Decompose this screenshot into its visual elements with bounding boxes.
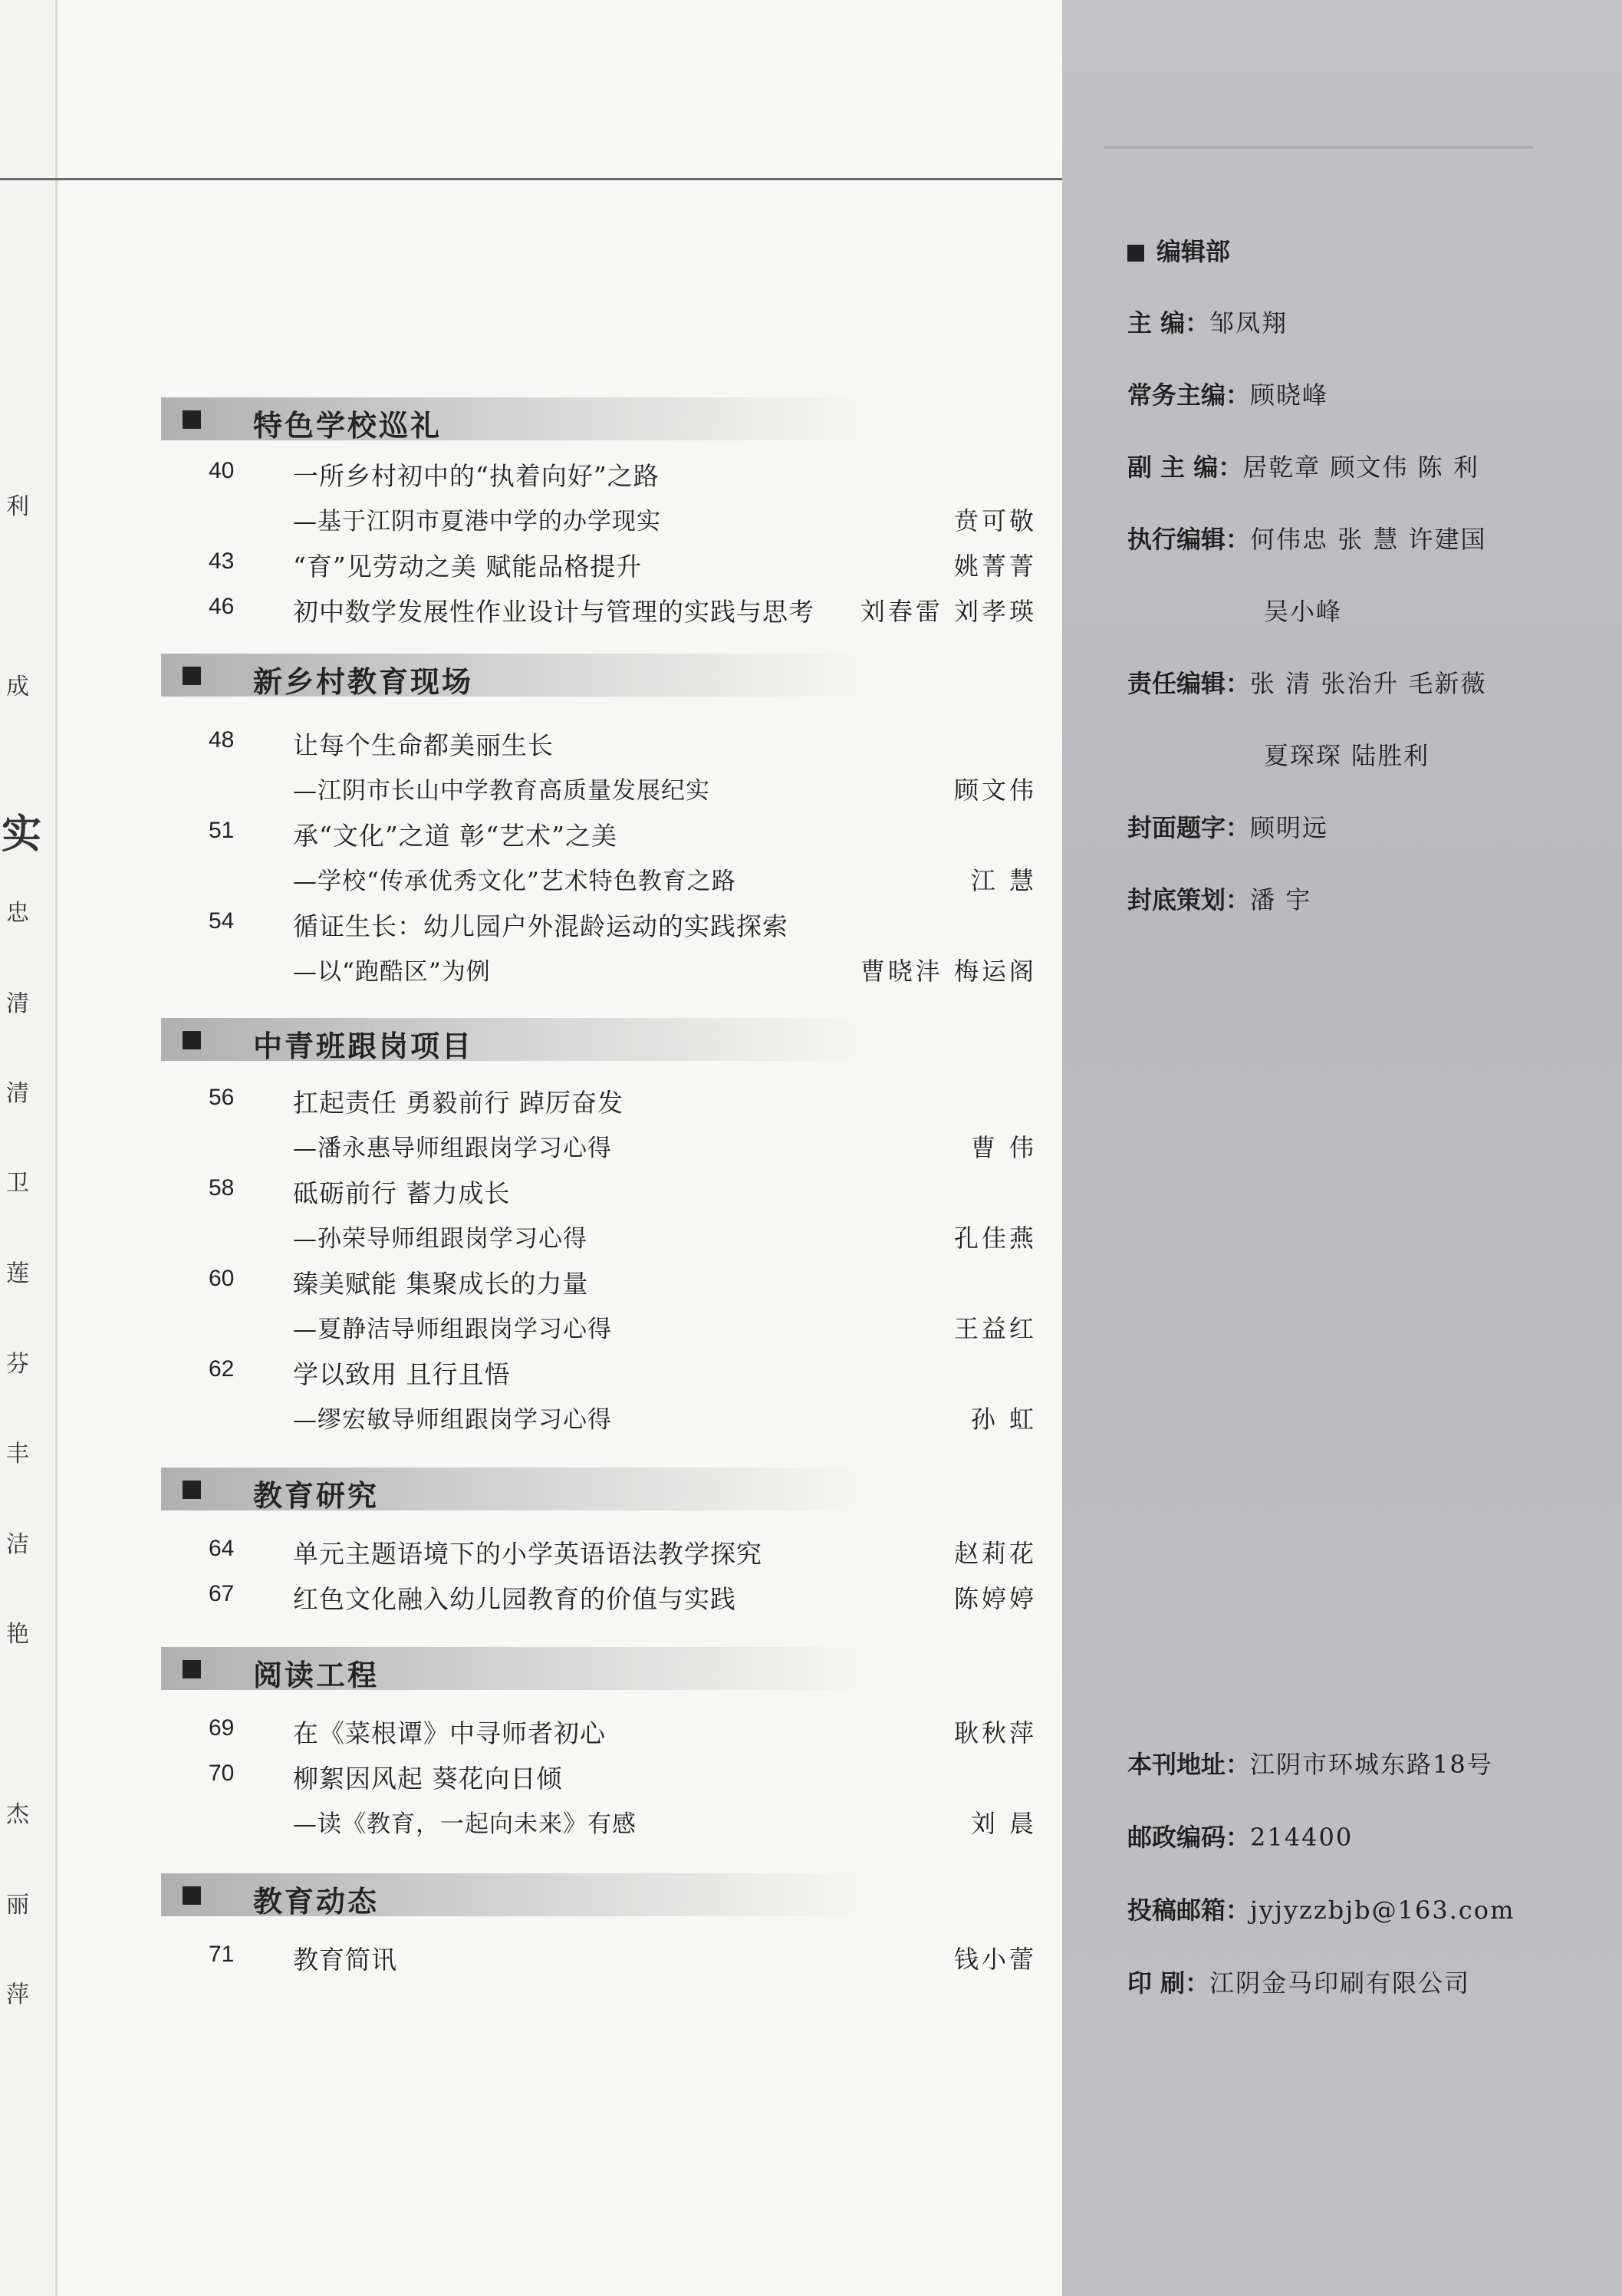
square-bullet-icon [183, 1886, 201, 1905]
editorial-label: 封面题字： [1127, 813, 1251, 842]
editorial-label: 常务主编： [1127, 380, 1251, 410]
editorial-panel [1062, 0, 1622, 2296]
article-title: 循证生长：幼儿园户外混龄运动的实践探索 [293, 911, 788, 941]
gutter-char: 洁 [6, 1531, 29, 1558]
article-title: 一所乡村初中的“执着向好”之路 [293, 461, 660, 491]
toc-entry-subtitle [0, 861, 1062, 900]
square-bullet-icon [183, 1660, 201, 1678]
gutter-char: 利 [6, 493, 29, 520]
toc-entry[interactable] [0, 816, 1062, 855]
article-author: 曹晓沣 梅运阁 [860, 957, 1037, 986]
gutter-char: 成 [6, 674, 29, 700]
info-label: 本刊地址： [1127, 1750, 1251, 1779]
gutter-char: 忠 [6, 900, 29, 927]
gutter-char: 卫 [6, 1170, 29, 1197]
article-author: 钱小蕾 [953, 1945, 1037, 1974]
editorial-value: 夏琛琛 陆胜利 [1264, 741, 1430, 770]
editorial-heading: 编辑部 [1127, 232, 1230, 268]
info-label: 印 刷： [1127, 1968, 1210, 1998]
section-header [161, 1873, 1043, 1919]
editorial-row [1264, 736, 1430, 772]
toc-entry[interactable] [0, 1534, 1062, 1573]
editorial-row [1127, 881, 1311, 916]
article-author: 刘春雷 刘孝瑛 [860, 597, 1037, 626]
editorial-value: 顾晓峰 [1250, 380, 1329, 410]
section-title: 教育动态 [253, 1885, 380, 1919]
toc-entry[interactable] [0, 1580, 1062, 1618]
editorial-row [1127, 376, 1328, 411]
gutter-char: 清 [6, 1080, 29, 1107]
info-value: 江阴市环城东路18号 [1250, 1750, 1493, 1779]
article-title: 教育简讯 [293, 1945, 397, 1975]
article-title: 红色文化融入幼儿园教育的价值与实践 [293, 1584, 736, 1614]
toc-entry[interactable] [0, 1174, 1062, 1212]
toc-entry[interactable] [0, 1940, 1062, 1978]
article-subtitle: —读《教育，一起向未来》有感 [293, 1810, 637, 1838]
page-number: 40 [209, 458, 235, 483]
section-title: 特色学校巡礼 [253, 409, 443, 443]
article-author: 耿秋萍 [953, 1718, 1037, 1748]
section-title: 中青班跟岗项目 [253, 1029, 474, 1063]
article-author: 刘 晨 [970, 1809, 1037, 1838]
toc-entry-subtitle [0, 1400, 1062, 1438]
info-row [1127, 1745, 1493, 1780]
article-subtitle: —基于江阴市夏港中学的办学现实 [293, 508, 661, 535]
info-row[interactable] [1127, 1891, 1515, 1926]
toc-entry[interactable] [0, 726, 1062, 764]
article-author: 贲可敬 [953, 506, 1037, 535]
toc-entry[interactable] [0, 1759, 1062, 1797]
editorial-row [1127, 304, 1288, 339]
editorial-value: 潘 宇 [1250, 885, 1312, 914]
page-number: 64 [209, 1536, 235, 1561]
info-label: 邮政编码： [1127, 1823, 1251, 1852]
section-header [161, 1018, 1043, 1061]
article-title: 柳絮因风起 葵花向日倾 [293, 1764, 563, 1794]
editorial-value: 居乾章 顾文伟 陈 利 [1242, 453, 1479, 482]
square-bullet-icon [183, 1031, 201, 1049]
editorial-value: 邹凤翔 [1209, 308, 1288, 338]
toc-entry[interactable] [0, 456, 1062, 495]
toc-entry-subtitle [0, 771, 1062, 809]
editorial-row [1127, 448, 1479, 483]
article-subtitle: —缪宏敏导师组跟岗学习心得 [293, 1406, 612, 1434]
article-title: 扛起责任 勇毅前行 踔厉奋发 [293, 1088, 623, 1118]
toc-entry-subtitle [0, 1128, 1062, 1167]
info-label: 投稿邮箱： [1127, 1896, 1251, 1925]
square-bullet-icon [1127, 245, 1144, 262]
article-subtitle: —夏静洁导师组跟岗学习心得 [293, 1316, 612, 1343]
toc-entry-subtitle [0, 1219, 1062, 1257]
article-title: 砥砺前行 蓄力成长 [293, 1178, 511, 1208]
article-title: 学以致用 且行且悟 [293, 1359, 511, 1389]
info-row [1127, 1818, 1353, 1853]
article-author: 陈婷婷 [953, 1584, 1037, 1613]
page-number: 71 [209, 1942, 235, 1967]
article-title: 单元主题语境下的小学英语语法教学探究 [293, 1539, 762, 1569]
editorial-label: 责任编辑： [1127, 669, 1251, 698]
section-header [161, 1468, 1043, 1513]
panel-divider [1104, 146, 1534, 149]
article-author: 曹 伟 [970, 1133, 1037, 1162]
page-number: 60 [209, 1266, 235, 1291]
page-number: 54 [209, 908, 235, 934]
editorial-label: 副 主 编： [1127, 453, 1243, 482]
section-title: 教育研究 [253, 1479, 380, 1513]
toc-entry[interactable] [0, 907, 1062, 945]
article-subtitle: —学校“传承优秀文化”艺术特色教育之路 [293, 868, 736, 895]
square-bullet-icon [183, 410, 201, 429]
toc-entry[interactable] [0, 1083, 1062, 1122]
article-title: 在《菜根谭》中寻师者初心 [293, 1718, 606, 1748]
section-header [161, 1647, 1043, 1690]
editorial-row [1127, 809, 1328, 844]
toc-entry-subtitle [0, 952, 1062, 990]
gutter-char: 清 [6, 990, 29, 1017]
gutter-char: 萍 [6, 1981, 29, 2008]
article-subtitle: —孙荣导师组跟岗学习心得 [293, 1225, 587, 1253]
editorial-value: 张 清 张治升 毛新薇 [1250, 669, 1487, 698]
square-bullet-icon [183, 667, 201, 685]
editorial-label: 封底策划： [1127, 885, 1251, 914]
article-subtitle: —潘永惠导师组跟岗学习心得 [293, 1135, 612, 1162]
gutter-char: 实 [2, 811, 42, 858]
editorial-row [1264, 592, 1342, 628]
toc-entry[interactable] [0, 1355, 1062, 1393]
page-number: 62 [209, 1356, 235, 1382]
article-title: “育”见劳动之美 赋能品格提升 [293, 552, 643, 581]
article-author: 孔佳燕 [953, 1224, 1037, 1253]
gutter-char: 芬 [6, 1351, 29, 1378]
toc-entry[interactable] [0, 592, 1062, 631]
article-author: 孙 虹 [970, 1405, 1037, 1434]
article-author: 江 慧 [970, 866, 1037, 895]
page-number: 67 [209, 1581, 235, 1606]
editorial-label: 执行编辑： [1127, 525, 1251, 554]
article-author: 顾文伟 [953, 776, 1037, 805]
toc-entry[interactable] [0, 1264, 1062, 1303]
editorial-row [1127, 664, 1487, 700]
email-link[interactable]: jyjyzzbjb@163.com [1250, 1896, 1515, 1925]
toc-entry[interactable] [0, 1714, 1062, 1752]
article-author: 王益红 [953, 1314, 1037, 1343]
section-header [161, 654, 1043, 697]
editorial-value: 顾明远 [1250, 813, 1329, 842]
editorial-row [1127, 520, 1487, 555]
editorial-label: 主 编： [1127, 308, 1210, 338]
page-number: 51 [209, 818, 235, 843]
gutter-char: 莲 [6, 1260, 29, 1287]
page-number: 43 [209, 548, 235, 574]
page-number: 48 [209, 727, 235, 753]
article-author: 赵莉花 [953, 1539, 1037, 1568]
section-header [161, 397, 1043, 443]
article-subtitle: —以“跑酷区”为例 [293, 958, 491, 986]
gutter-char: 艳 [6, 1621, 29, 1648]
article-author: 姚菁菁 [953, 552, 1037, 581]
page-number: 69 [209, 1715, 235, 1741]
square-bullet-icon [183, 1481, 201, 1499]
page-number: 56 [209, 1085, 235, 1110]
page-number: 70 [209, 1761, 235, 1786]
article-title: 臻美赋能 集聚成长的力量 [293, 1269, 589, 1299]
info-row [1127, 1964, 1470, 1999]
gutter-char: 杰 [6, 1801, 29, 1828]
toc-entry-subtitle [0, 1309, 1062, 1348]
article-subtitle: —江阴市长山中学教育高质量发展纪实 [293, 777, 710, 805]
top-rule [0, 178, 1066, 180]
info-value: 214400 [1250, 1823, 1354, 1852]
article-title: 让每个生命都美丽生长 [293, 730, 554, 760]
article-title: 初中数学发展性作业设计与管理的实践与思考 [293, 597, 814, 627]
info-value: 江阴金马印刷有限公司 [1209, 1968, 1471, 1998]
gutter-char: 丰 [6, 1441, 29, 1468]
toc-entry-subtitle [0, 1804, 1062, 1843]
page-number: 46 [209, 594, 235, 619]
article-title: 承“文化”之道 彰“艺术”之美 [293, 821, 617, 851]
section-title: 阅读工程 [253, 1659, 380, 1692]
toc-entry-subtitle [0, 502, 1062, 540]
editorial-value: 吴小峰 [1264, 597, 1343, 626]
section-title: 新乡村教育现场 [253, 665, 474, 699]
editorial-value: 何伟忠 张 慧 许建国 [1250, 525, 1487, 554]
page-number: 58 [209, 1175, 235, 1201]
gutter-char: 丽 [6, 1892, 29, 1919]
toc-entry[interactable] [0, 547, 1062, 585]
